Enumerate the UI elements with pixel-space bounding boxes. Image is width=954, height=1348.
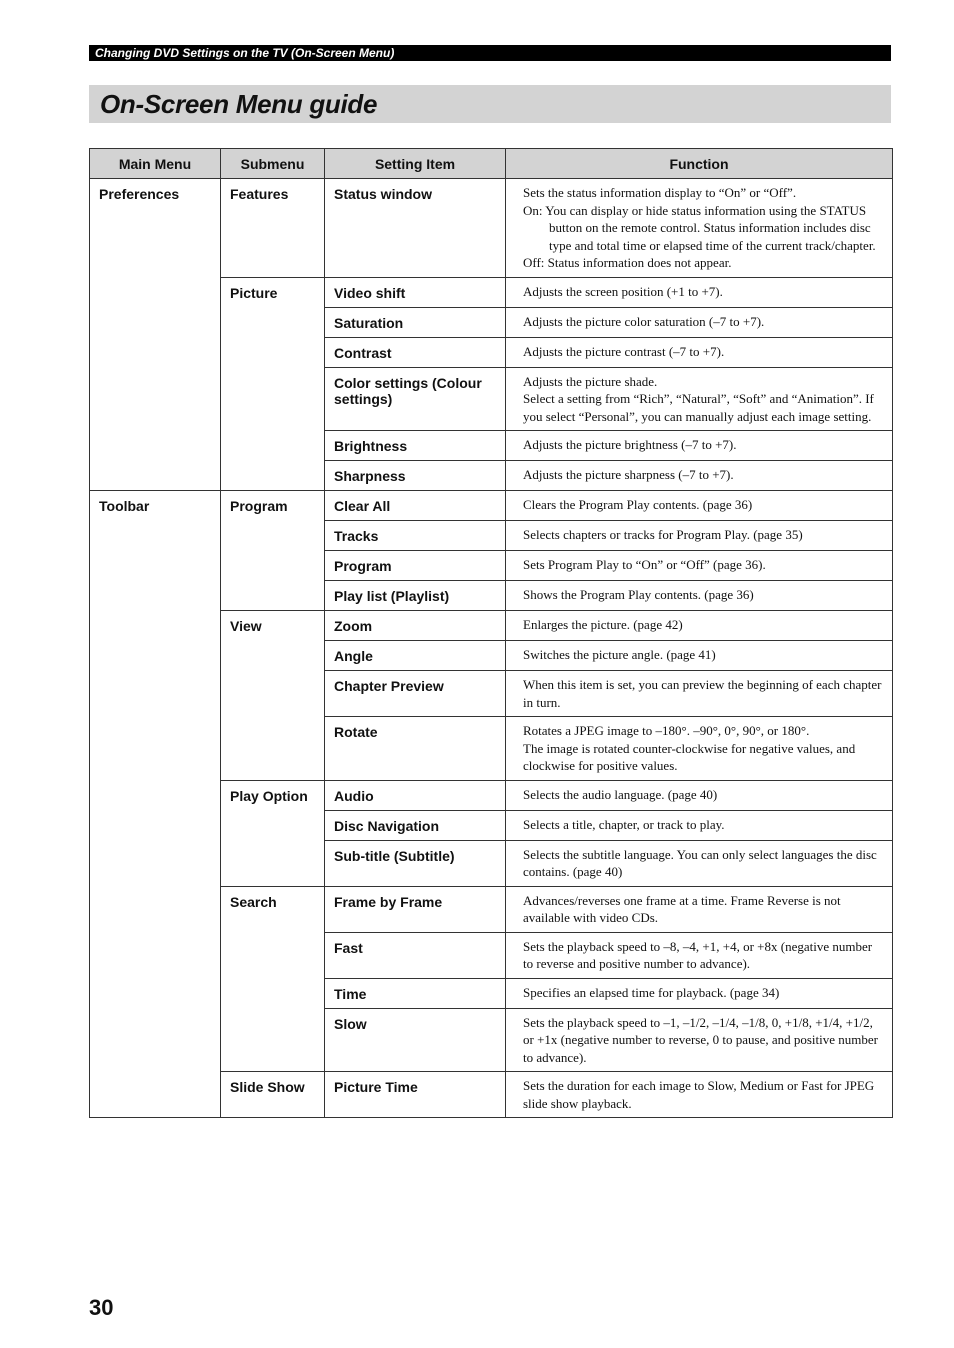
function-cell — [506, 307, 893, 337]
function-cell — [506, 461, 893, 491]
function-cell — [506, 671, 893, 717]
function-cell — [506, 277, 893, 307]
setting-item-cell: Zoom — [325, 611, 506, 641]
submenu-cell: View — [221, 611, 325, 781]
function-cell — [506, 179, 893, 278]
setting-item-cell: Video shift — [325, 277, 506, 307]
function-cell — [506, 780, 893, 810]
function-text: Sets the duration for each image to Slow, Medium or Fast for JPEG slide show playback. — [523, 1078, 875, 1111]
submenu-cell: Features — [221, 179, 325, 278]
function-cell — [506, 521, 893, 551]
function-text: Selects chapters or tracks for Program Play. (page 35) — [523, 527, 803, 542]
setting-item-cell: Play list (Playlist) — [325, 581, 506, 611]
setting-item-cell: Tracks — [325, 521, 506, 551]
function-cell — [506, 491, 893, 521]
function-text: Sets the playback speed to –8, –4, +1, +4, or +8x (negative number to reverse and positive number to advance). — [523, 938, 873, 971]
function-cell — [506, 886, 893, 932]
function-text: Selects the audio language. (page 40) — [523, 786, 718, 802]
function-text: Enlarges the picture. (page 42) — [523, 617, 683, 632]
page-number: 30 — [89, 1295, 114, 1320]
function-cell — [506, 611, 893, 641]
function-cell — [506, 978, 893, 1008]
setting-item-cell: Chapter Preview — [325, 671, 506, 717]
submenu-cell: Slide Show — [221, 1072, 325, 1118]
function-text: Switches the picture angle. (page 41) — [523, 647, 716, 662]
menu-guide-table — [89, 148, 893, 1118]
function-cell — [506, 431, 893, 461]
setting-item-cell: Contrast — [325, 337, 506, 367]
function-cell — [506, 641, 893, 671]
function-text: Adjusts the picture shade. — [523, 373, 658, 389]
setting-item-cell: Sharpness — [325, 461, 506, 491]
function-cell — [506, 1008, 893, 1072]
function-text: Sets the status information display to “On” or “Off”. — [523, 185, 797, 200]
column-header-function: Function — [506, 149, 893, 179]
function-cell — [506, 1072, 893, 1118]
setting-item-cell: Program — [325, 551, 506, 581]
setting-item-cell: Slow — [325, 1008, 506, 1072]
function-text: Sets the playback speed to –1, –1/2, –1/4, –1/8, 0, +1/8, +1/4, +1/2, or +1x (negative number to reverse, 0 to pause, and positive number to advance). — [523, 1014, 878, 1065]
function-text: Select a setting from “Rich”, “Natural”, “Soft” and “Animation”. If you select “Personal”, you can manually adjust each image setting. — [523, 391, 874, 424]
main-menu-cell: Toolbar — [90, 491, 221, 1118]
function-text: Rotates a JPEG image to –180°. –90°, 0°, 90°, or 180°. — [523, 723, 810, 738]
column-header-submenu: Submenu — [221, 149, 325, 179]
function-text: Shows the Program Play contents. (page 36) — [523, 587, 754, 602]
function-text: Adjusts the screen position (+1 to +7). — [523, 283, 723, 299]
function-text: When this item is set, you can preview the beginning of each chapter in turn. — [523, 677, 882, 710]
running-header: Changing DVD Settings on the TV (On-Screen Menu) — [89, 45, 891, 61]
setting-item-cell: Sub-title (Subtitle) — [325, 840, 506, 886]
setting-item-cell: Saturation — [325, 307, 506, 337]
page-title: On-Screen Menu guide — [100, 89, 378, 119]
submenu-cell: Play Option — [221, 780, 325, 886]
function-text: Selects a title, chapter, or track to play. — [523, 816, 725, 832]
function-text: Sets Program Play to “On” or “Off” (page 36). — [523, 557, 766, 572]
setting-item-cell: Brightness — [325, 431, 506, 461]
setting-item-cell: Disc Navigation — [325, 810, 506, 840]
function-cell — [506, 717, 893, 781]
submenu-cell: Program — [221, 491, 325, 611]
function-text: Selects the subtitle language. You can only select languages the disc contains. (page 40) — [523, 846, 877, 879]
function-text: Advances/reverses one frame at a time. Frame Reverse is not available with video CDs. — [523, 892, 841, 925]
function-text: Adjusts the picture color saturation (–7 to +7). — [523, 313, 765, 329]
column-header-setting-item: Setting Item — [325, 149, 506, 179]
column-header-main-menu: Main Menu — [90, 149, 221, 179]
function-text: Adjusts the picture contrast (–7 to +7). — [523, 343, 725, 359]
setting-item-cell: Status window — [325, 179, 506, 278]
function-text: Off: Status information does not appear. — [523, 255, 732, 270]
function-text: Specifies an elapsed time for playback. (page 34) — [523, 984, 780, 1000]
setting-item-cell: Time — [325, 978, 506, 1008]
main-menu-cell: Preferences — [90, 179, 221, 491]
title-band — [89, 85, 891, 123]
setting-item-cell: Fast — [325, 932, 506, 978]
submenu-cell: Picture — [221, 277, 325, 491]
setting-item-cell: Clear All — [325, 491, 506, 521]
table-row — [90, 491, 893, 521]
function-text: Adjusts the picture brightness (–7 to +7). — [523, 437, 737, 452]
submenu-cell: Search — [221, 886, 325, 1072]
function-cell — [506, 840, 893, 886]
function-text: On: You can display or hide status information using the STATUS button on the remote control. Status information includes disc type and total time or elapsed time of the current track/chapter. — [523, 202, 876, 253]
setting-item-cell: Angle — [325, 641, 506, 671]
setting-item-cell: Picture Time — [325, 1072, 506, 1118]
function-cell — [506, 337, 893, 367]
setting-item-cell: Audio — [325, 780, 506, 810]
function-cell — [506, 810, 893, 840]
table-row — [90, 179, 893, 278]
function-text: The image is rotated counter-clockwise for negative values, and clockwise for positive values. — [523, 740, 856, 773]
function-text: Clears the Program Play contents. (page 36) — [523, 497, 753, 512]
function-text: Adjusts the picture sharpness (–7 to +7). — [523, 467, 734, 482]
setting-item-cell: Rotate — [325, 717, 506, 781]
function-cell — [506, 932, 893, 978]
table-header-row — [90, 149, 893, 179]
setting-item-cell: Color settings (Colour settings) — [325, 367, 506, 431]
function-cell — [506, 367, 893, 431]
function-cell — [506, 551, 893, 581]
setting-item-cell: Frame by Frame — [325, 886, 506, 932]
function-cell — [506, 581, 893, 611]
